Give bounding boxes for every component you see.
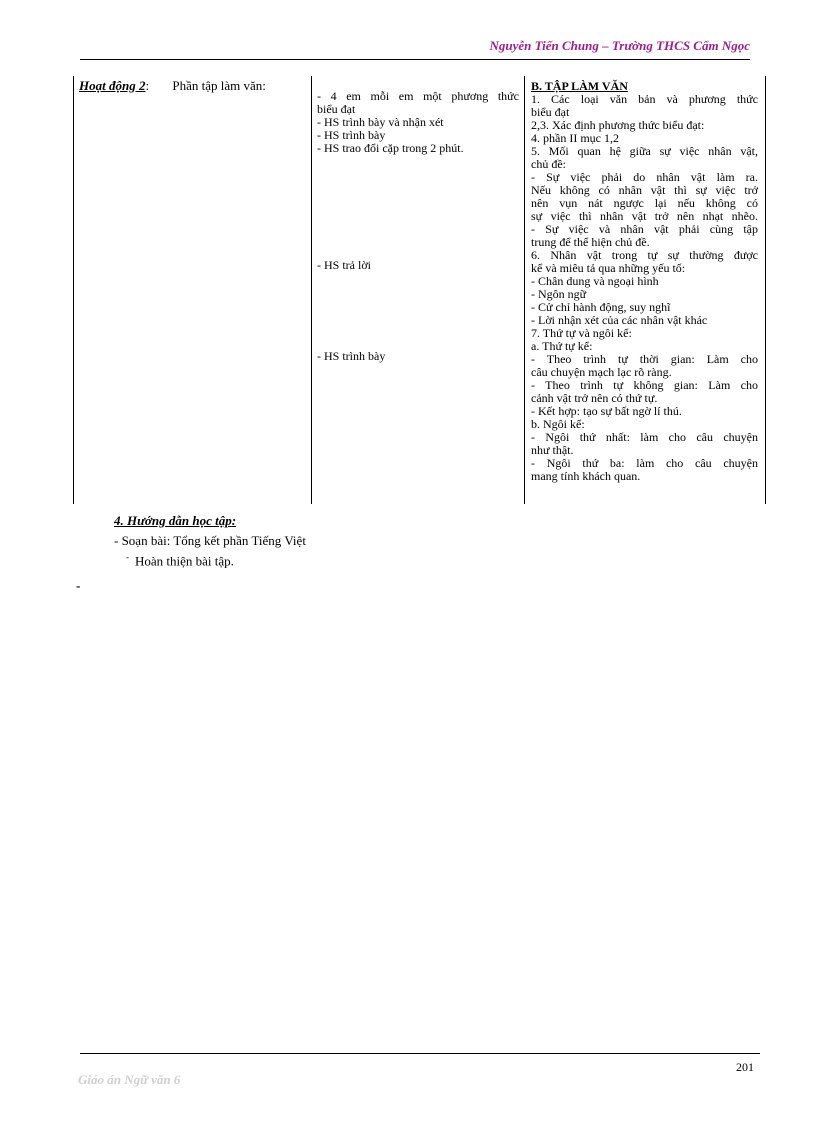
mid-line: - HS trình bày và nhận xét (317, 115, 444, 129)
footer-watermark: Giáo án Ngữ văn 6 (78, 1072, 181, 1087)
page-number: 201 (736, 1060, 754, 1074)
section-title: B. TẬP LÀM VĂN (531, 79, 628, 93)
guide-title: 4. Hướng dẫn học tập (114, 513, 232, 528)
content-line: biểu đạt (531, 105, 570, 119)
student-activities-column (317, 90, 519, 363)
stray-dash: - (76, 578, 81, 593)
guide-item (126, 552, 234, 569)
content-line: mang tính khách quan. (531, 469, 641, 483)
content-line: sự việc thì nhân vật trở nên nhạt nhẽo. (531, 209, 758, 223)
activity-heading (79, 78, 266, 94)
activity-label: Hoạt động 2 (79, 78, 146, 93)
table-border-right (765, 76, 766, 504)
content-line: 1. Các loại văn bản và phương thức (531, 92, 758, 106)
content-line: 4. phần II mục 1,2 (531, 131, 619, 145)
header-rule (80, 59, 750, 60)
content-line: Nếu không có nhân vật thì sự việc trở (531, 183, 758, 197)
content-line: cảnh vật trở nên có thứ tự. (531, 391, 658, 405)
footer-rule (80, 1053, 760, 1054)
content-line: 7. Thứ tự và ngôi kể: (531, 326, 632, 340)
content-line: - Ngôi thứ ba: làm cho câu chuyện (531, 456, 758, 470)
content-line: - Cử chỉ hành động, suy nghĩ (531, 300, 671, 314)
mid-line: - HS trao đổi cặp trong 2 phút. (317, 141, 464, 155)
content-line: kể và miêu tả qua những yếu tố: (531, 261, 686, 275)
content-line: - Theo trình tự thời gian: Làm cho (531, 352, 758, 366)
content-line: - Sự việc phải do nhân vật làm ra. (531, 170, 758, 184)
content-line: - Lời nhận xét của các nhân vật khác (531, 313, 708, 327)
mid-line: - 4 em mỗi em một phương thức (317, 89, 519, 103)
content-line: - Chân dung và ngoại hình (531, 274, 659, 288)
activity-text: Phần tập làm văn: (172, 78, 266, 93)
guide-item-bullet: - (126, 552, 129, 562)
guide-item: - Soạn bài: Tổng kết phần Tiếng Việt (114, 533, 306, 548)
content-line: b. Ngôi kể: (531, 417, 585, 431)
mid-line: - HS trình bày (317, 128, 386, 142)
content-line: 6. Nhân vật trong tự sự thường được (531, 248, 758, 262)
content-line: - Ngôi thứ nhất: làm cho câu chuyện (531, 430, 758, 444)
content-line: chủ đề: (531, 157, 566, 171)
content-line: - Ngôn ngữ (531, 287, 587, 301)
mid-line: biểu đạt (317, 102, 356, 116)
content-line: - Kết hợp: tạo sự bất ngờ lí thú. (531, 404, 682, 418)
content-line: - Sự việc và nhân vật phải cùng tập (531, 222, 758, 236)
content-line: trung để thể hiện chủ đề. (531, 235, 650, 249)
content-line: 2,3. Xác định phương thức biểu đạt: (531, 118, 705, 132)
content-line: a. Thứ tự kể: (531, 339, 593, 353)
mid-line: - HS trình bày (317, 349, 386, 363)
activity-colon: : (145, 78, 150, 93)
page-header: Nguyễn Tiến Chung – Trường THCS Cẩm Ngọc (489, 38, 750, 53)
content-line: nên vụn nát ngược lại nếu không có (531, 196, 758, 210)
table-border-col2 (524, 76, 525, 504)
content-line: như thật. (531, 443, 574, 457)
table-border-col1 (311, 76, 312, 504)
content-line: 5. Mối quan hệ giữa sự việc nhân vật, (531, 144, 758, 158)
content-line: - Theo trình tự không gian: Làm cho (531, 378, 758, 392)
content-column (531, 80, 758, 483)
guide-item-text: Hoàn thiện bài tập. (135, 553, 234, 569)
content-line: câu chuyện mạch lạc rõ ràng. (531, 365, 672, 379)
mid-line: - HS trả lời (317, 258, 372, 272)
table-border-left (73, 76, 74, 504)
guide-heading (114, 513, 236, 529)
guide-colon: : (231, 513, 237, 528)
